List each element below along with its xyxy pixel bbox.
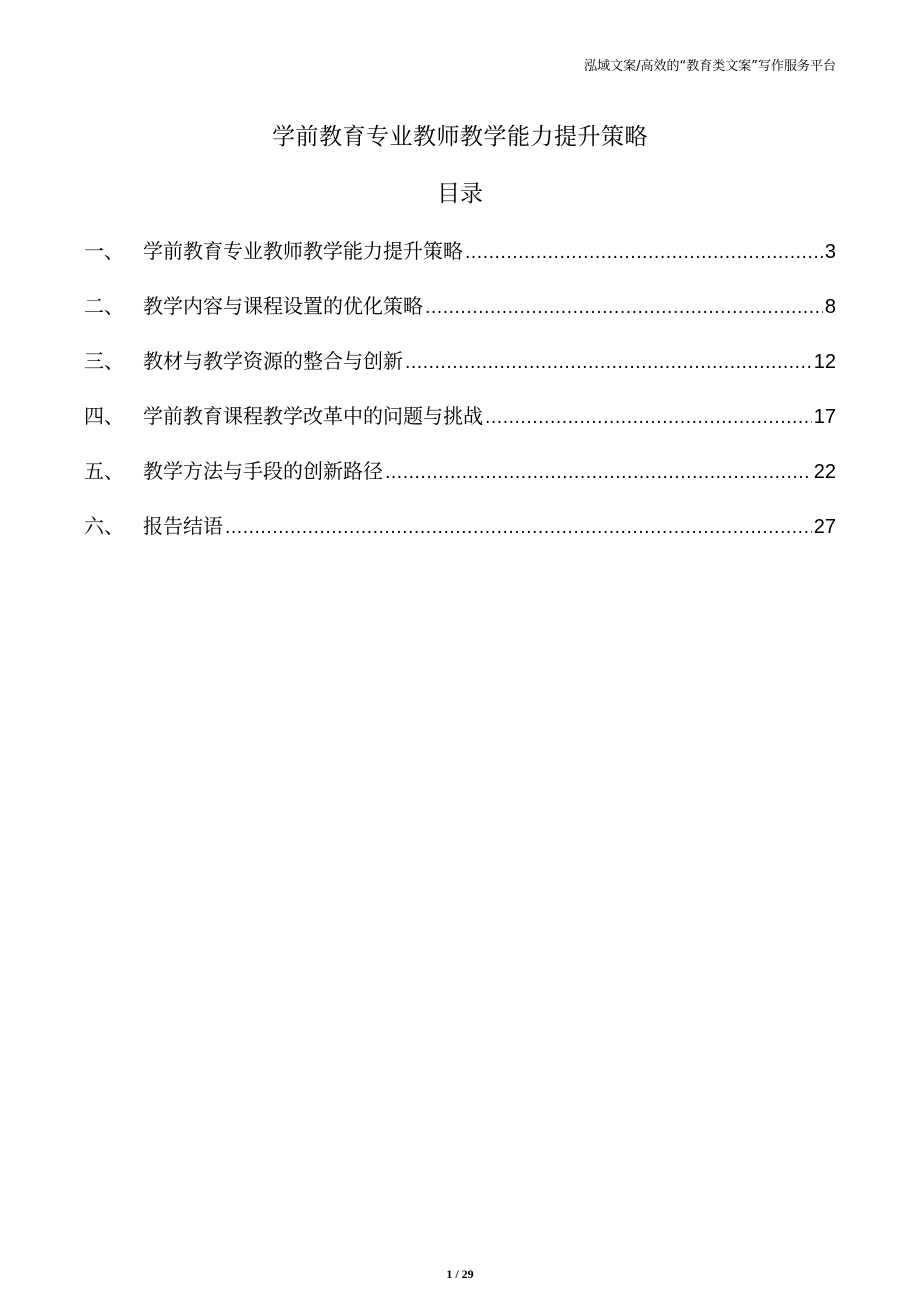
toc-entry-number: 三、 [84,349,124,373]
toc-heading: 目录 [437,181,483,207]
toc-entry-number: 一、 [84,239,124,263]
toc-dot-leader [425,289,823,327]
toc-dot-leader [405,344,812,382]
toc-entry-number: 二、 [84,294,124,318]
page-number-footer: 1 / 29 [446,1267,474,1281]
toc-entry[interactable] [84,452,836,507]
header-note: 泓域文案/高效的“教育类文案”写作服务平台 [584,59,836,74]
document-title: 学前教育专业教师教学能力提升策略 [272,124,648,150]
toc-dot-leader [485,399,812,437]
toc-entry-number: 四、 [84,404,124,428]
toc-entry-page[interactable]: 12 [813,351,836,373]
toc-entry-title[interactable]: 学前教育课程教学改革中的问题与挑战 [143,404,483,428]
toc-entry-number: 五、 [84,459,124,483]
toc-entry-page[interactable]: 8 [824,296,836,318]
toc-entry-title[interactable]: 教材与教学资源的整合与创新 [143,349,403,373]
toc-dot-leader [225,509,812,547]
toc-entry-title[interactable]: 报告结语 [143,514,223,538]
toc-entry-page[interactable]: 22 [813,461,836,483]
toc-entry-page[interactable]: 27 [813,516,836,538]
toc-entry[interactable] [84,397,836,452]
toc-entry[interactable] [84,342,836,397]
toc-entry-title[interactable]: 教学方法与手段的创新路径 [143,459,383,483]
toc-entry[interactable] [84,287,836,342]
toc-entry-title[interactable]: 教学内容与课程设置的优化策略 [143,294,423,318]
toc-entry-number: 六、 [84,514,124,538]
toc-entry-page[interactable]: 3 [824,241,836,263]
toc-entry-title[interactable]: 学前教育专业教师教学能力提升策略 [143,239,463,263]
table-of-contents [84,232,836,562]
toc-dot-leader [385,454,812,492]
toc-entry[interactable] [84,232,836,287]
toc-entry-page[interactable]: 17 [813,406,836,428]
toc-dot-leader [465,234,823,272]
toc-entry[interactable] [84,507,836,562]
